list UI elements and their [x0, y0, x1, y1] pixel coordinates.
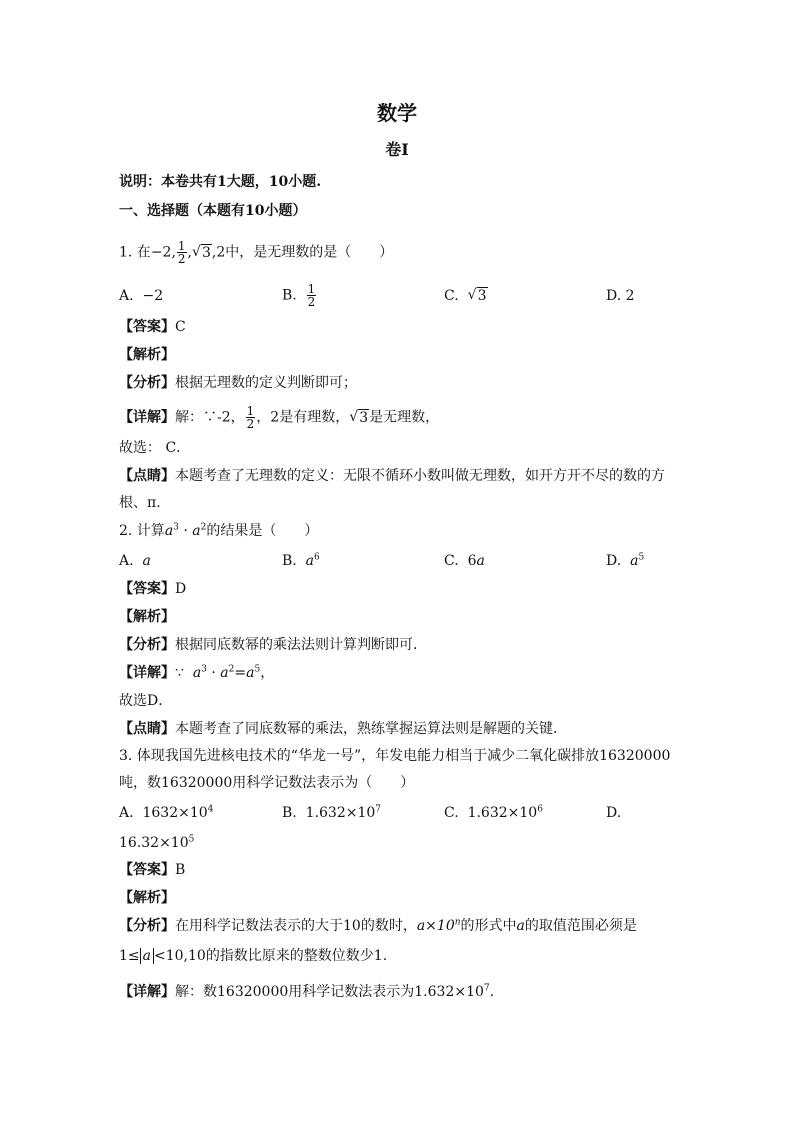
q1-comment-tag: 【点睛】: [119, 468, 175, 484]
q3-fenxi-expr: a×10: [416, 918, 455, 934]
q2-fenxi-text: 根据同底数幂的乘法法则计算判断即可．: [175, 637, 427, 653]
q2-option-d: [606, 551, 644, 571]
q1-option-a-value: −2: [142, 288, 164, 304]
q1-answer: [119, 317, 186, 337]
q2-option-a-value: a: [142, 553, 151, 569]
q3-fenxi-2a: 1≤: [119, 948, 140, 964]
q1-sep: ,: [187, 244, 192, 261]
q1-fenxi-text: 根据无理数的定义判断即可；: [175, 375, 357, 391]
q1-option-c-label: C.: [444, 288, 459, 304]
q2-comment: [119, 719, 567, 739]
q3-option-a: [119, 803, 213, 823]
q3-fenxi-exp: n: [454, 917, 461, 928]
q1-comment-cont: 根、π.: [119, 495, 161, 511]
q2-fenxi-tag: 【分析】: [119, 637, 175, 653]
q1-choose: 故选： C．: [119, 440, 191, 456]
q3-option-a-coef: 1632×10: [142, 805, 208, 821]
q1-frac-num: 1: [177, 239, 186, 253]
q1-detail: [119, 405, 439, 430]
q2-option-a: [119, 551, 151, 571]
q3-detail-exp: 7: [483, 983, 490, 994]
q1-option-c: [444, 286, 488, 306]
q2-base1: a: [164, 523, 174, 539]
paper-note: 说明：本卷共有1大题，10小题.: [119, 174, 322, 190]
q2-detail: [119, 663, 274, 683]
q3-option-d-coef: 16.32×10: [119, 835, 189, 851]
q3-answer-value: B: [175, 862, 186, 878]
q3-fenxi-var: a: [516, 918, 525, 934]
q2-option-b-label: B.: [282, 553, 297, 569]
q2-comment-text: 本题考查了同底数幂的乘法，熟练掌握运算法则是解题的关键．: [175, 721, 567, 737]
q3-fenxi: [119, 916, 637, 936]
q3-fenxi-1a: 在用科学记数法表示的大于10的数时，: [175, 918, 417, 934]
question-2-stem: [119, 521, 318, 541]
q1-detail-fraction: [246, 405, 256, 430]
q1-detail-post: 是无理数，: [369, 409, 440, 426]
q1-frac-den: 2: [177, 252, 186, 266]
q1-option-d: [606, 286, 635, 306]
q3-option-c-label: C.: [444, 805, 459, 821]
q1-option-c-rad: 3: [477, 288, 487, 304]
q1-sqrt: [192, 243, 212, 263]
q1-fraction: [177, 240, 187, 265]
q1-detail-tag: 【详解】: [119, 409, 175, 426]
q1-detail-mid: ，2是有理数，: [256, 409, 350, 426]
q2-detail-eq: =: [234, 665, 247, 681]
q2-suffix: 的结果是（ ）: [206, 523, 319, 539]
q2-comment-tag: 【点睛】: [119, 721, 175, 737]
q2-detail-base3: a: [246, 665, 255, 681]
q2-base2: a: [192, 523, 201, 539]
q1-detail-den: 2: [246, 417, 255, 431]
q3-fenxi-1c: 的取值范围必须是: [524, 918, 637, 934]
q1-prefix: 1. 在: [119, 244, 151, 261]
q1-detail-pre: 解：∵-2，: [175, 409, 245, 426]
q2-choose: 故选D．: [119, 693, 173, 709]
q3-option-a-label: A.: [119, 805, 134, 821]
q2-detail-dot: ·: [211, 665, 216, 681]
q3-option-c-coef: 1.632×10: [467, 805, 538, 821]
q2-option-d-base: a: [630, 553, 639, 569]
q2-option-d-label: D.: [606, 553, 622, 569]
q1-option-c-sqrt: [468, 286, 488, 306]
question-3-stem-line1: 3. 体现我国先进核电技术的“华龙一号”，年发电能力相当于减少二氧化碳排放16320000: [119, 748, 671, 764]
q1-suffix: 中，是无理数的是（ ）: [225, 244, 394, 261]
q3-analysis-label: 【解析】: [119, 890, 175, 906]
q1-option-b-num: 1: [307, 282, 316, 296]
page-title: 数学: [377, 101, 417, 125]
q3-fenxi-cont: [119, 946, 387, 966]
q3-detail: [119, 982, 494, 1002]
q1-comment-text-1: 本题考查了无理数的定义：无限不循环小数叫做无理数，如开方开不尽的数的方: [175, 468, 665, 484]
q2-dot: ·: [183, 523, 188, 539]
q2-option-c: [444, 551, 485, 571]
q2-option-b-exp: 6: [314, 552, 320, 563]
q2-prefix: 2. 计算: [119, 523, 165, 539]
q3-option-b-coef: 1.632×10: [305, 805, 376, 821]
q1-detail-rad: 3: [359, 409, 369, 426]
q3-option-d-exp: 5: [188, 834, 195, 845]
q2-option-d-exp: 5: [638, 552, 645, 563]
q3-fenxi-abs-var: a: [142, 948, 151, 964]
q2-analysis-tag: [119, 607, 175, 627]
q1-detail-num: 1: [246, 404, 255, 418]
q3-option-d-label: D.: [606, 805, 622, 821]
q1-option-a: [119, 286, 163, 306]
q3-option-d: [119, 833, 194, 853]
q3-detail-tag: 【详解】: [119, 984, 175, 1000]
q1-sqrt-rad: 3: [202, 244, 211, 261]
q3-option-b: [282, 803, 381, 823]
q2-detail-exp1: 3: [201, 664, 207, 675]
q1-option-b-fraction: [307, 283, 317, 308]
q2-exp2: 2: [200, 522, 207, 533]
q2-detail-exp2: 2: [228, 664, 235, 675]
q2-answer: [119, 579, 186, 599]
q3-option-b-label: B.: [282, 805, 297, 821]
q1-answer-value: C: [175, 319, 186, 335]
q2-answer-value: D: [175, 581, 187, 597]
q2-analysis-label: 【解析】: [119, 609, 175, 625]
q1-detail-sqrt: [349, 408, 369, 428]
q3-fenxi-1b: 的形式中: [460, 918, 517, 934]
q3-answer-tag: 【答案】: [119, 862, 175, 878]
q2-detail-pre: ∵: [175, 665, 184, 681]
q3-fenxi-2b: <10,10: [154, 948, 206, 964]
q2-option-c-coef: 6: [467, 553, 477, 569]
q1-fenxi-tag: 【分析】: [119, 375, 175, 391]
q1-analysis-tag: [119, 345, 175, 365]
q3-fenxi-tag: 【分析】: [119, 918, 175, 934]
q2-option-b: [282, 551, 320, 571]
q2-option-b-base: a: [305, 553, 315, 569]
q2-option-a-label: A.: [119, 553, 134, 569]
page-subtitle: 卷I: [385, 140, 409, 159]
q1-fenxi: [119, 373, 357, 393]
q1-comment: [119, 466, 665, 486]
question-1-stem: [119, 240, 393, 265]
q1-option-d-value: 2: [625, 288, 635, 304]
section-heading: 一、选择题（本题有10小题）: [119, 203, 307, 219]
q1-answer-tag: 【答案】: [119, 319, 175, 335]
q1-option-b-den: 2: [307, 295, 316, 309]
q2-detail-base1: a: [192, 665, 202, 681]
q1-set-end: ,2: [211, 244, 226, 261]
q3-fenxi-abs: [140, 948, 154, 964]
q2-fenxi: [119, 635, 427, 655]
q3-analysis-tag: [119, 888, 175, 908]
q2-exp1: 3: [173, 522, 179, 533]
q3-detail-val: 1.632×10: [414, 984, 484, 1000]
q1-set-start: −2,: [150, 244, 176, 261]
q3-option-c-exp: 6: [537, 804, 543, 815]
q2-option-c-base: a: [476, 553, 485, 569]
q3-option-b-exp: 7: [375, 804, 382, 815]
q2-detail-exp3: 5: [254, 664, 261, 675]
q2-option-c-label: C.: [444, 553, 459, 569]
q2-detail-base2: a: [220, 665, 229, 681]
q1-option-d-label: D.: [606, 288, 622, 304]
q2-detail-post: ，: [260, 665, 275, 681]
q1-option-b: [282, 283, 317, 308]
q3-detail-pre: 解：数16320000用科学记数法表示为: [175, 984, 415, 1000]
q2-detail-tag: 【详解】: [119, 665, 175, 681]
question-3-stem-line2: 吨，数16320000用科学记数法表示为（ ）: [119, 775, 415, 791]
q1-analysis-label: 【解析】: [119, 347, 175, 363]
q3-fenxi-2c: 的指数比原来的整数位数少1.: [205, 948, 388, 964]
q3-answer: [119, 860, 185, 880]
q2-answer-tag: 【答案】: [119, 581, 175, 597]
q3-detail-post: .: [489, 984, 495, 1000]
q3-option-c: [444, 803, 543, 823]
q1-option-b-label: B.: [282, 287, 297, 304]
q3-option-a-exp: 4: [207, 804, 214, 815]
q1-option-a-label: A.: [119, 288, 134, 304]
